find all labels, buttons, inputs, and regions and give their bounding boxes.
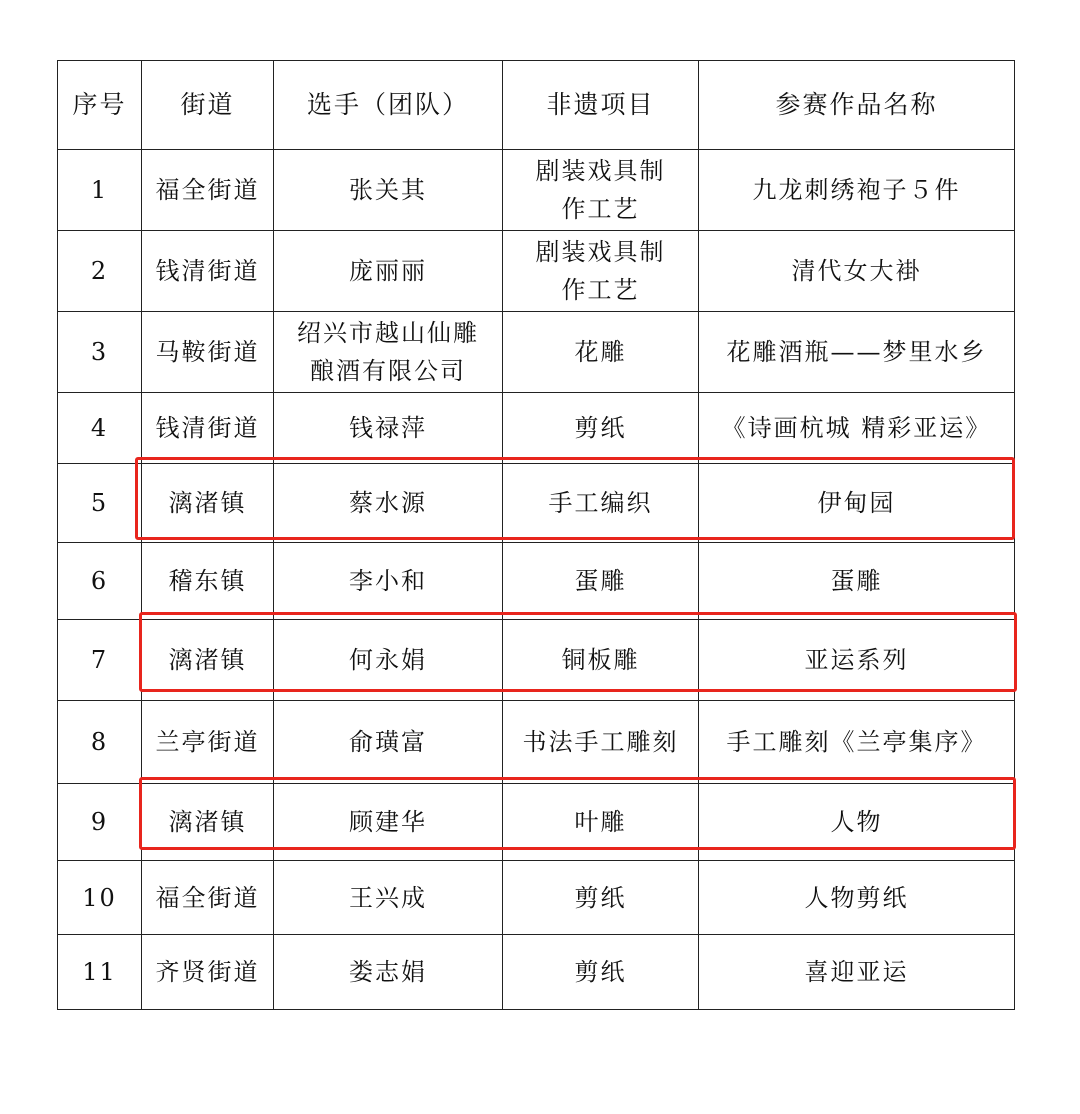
cell-work: 伊甸园	[699, 464, 1015, 543]
table-row	[58, 701, 1015, 784]
player-line: 庞丽丽	[349, 257, 427, 285]
cell-project	[503, 231, 699, 312]
table-row	[58, 150, 1015, 231]
header-player: 选手（团队）	[274, 61, 503, 150]
cell-work: 人物剪纸	[699, 861, 1015, 935]
project-line: 叶雕	[574, 808, 627, 836]
cell-player	[274, 784, 503, 861]
player-line: 顾建华	[349, 808, 427, 836]
table-row	[58, 393, 1015, 464]
player-line: 何永娟	[349, 646, 427, 674]
project-line: 书法手工雕刻	[522, 728, 679, 756]
project-line: 剪纸	[574, 414, 627, 442]
cell-no: 10	[58, 861, 142, 935]
cell-player	[274, 935, 503, 1010]
project-line: 铜板雕	[561, 646, 640, 674]
cell-player	[274, 543, 503, 620]
cell-street: 钱清街道	[142, 231, 274, 312]
cell-project	[503, 935, 699, 1010]
table-row	[58, 935, 1015, 1010]
cell-no: 7	[58, 620, 142, 701]
cell-project	[503, 861, 699, 935]
player-line: 张关其	[349, 176, 427, 204]
cell-player	[274, 464, 503, 543]
cell-work: 亚运系列	[699, 620, 1015, 701]
player-line: 娄志娟	[349, 958, 427, 986]
cell-player	[274, 393, 503, 464]
project-line: 剪纸	[574, 958, 627, 986]
cell-player	[274, 620, 503, 701]
cell-no: 3	[58, 312, 142, 393]
project-line: 手工编织	[548, 489, 653, 517]
cell-project	[503, 543, 699, 620]
cell-player	[274, 861, 503, 935]
cell-work: 手工雕刻《兰亭集序》	[699, 701, 1015, 784]
cell-project	[503, 784, 699, 861]
cell-street: 钱清街道	[142, 393, 274, 464]
cell-no: 11	[58, 935, 142, 1010]
header-project: 非遗项目	[503, 61, 699, 150]
cell-street: 兰亭街道	[142, 701, 274, 784]
cell-no: 5	[58, 464, 142, 543]
table-header-row	[58, 61, 1015, 150]
cell-street: 漓渚镇	[142, 464, 274, 543]
cell-project	[503, 393, 699, 464]
cell-work: 蛋雕	[699, 543, 1015, 620]
cell-work: 清代女大褂	[699, 231, 1015, 312]
header-work: 参赛作品名称	[699, 61, 1015, 150]
cell-project	[503, 701, 699, 784]
cell-no: 9	[58, 784, 142, 861]
cell-street: 福全街道	[142, 861, 274, 935]
project-line: 剧装戏具制	[535, 157, 666, 185]
cell-project	[503, 150, 699, 231]
project-line: 作工艺	[561, 195, 640, 223]
cell-project	[503, 464, 699, 543]
cell-project	[503, 312, 699, 393]
cell-street: 齐贤街道	[142, 935, 274, 1010]
table-row	[58, 784, 1015, 861]
player-line: 酿酒有限公司	[310, 357, 466, 385]
cell-player	[274, 701, 503, 784]
project-line: 剪纸	[574, 883, 627, 912]
cell-work: 花雕酒瓶——梦里水乡	[699, 312, 1015, 393]
cell-street: 马鞍街道	[142, 312, 274, 393]
header-no: 序号	[58, 61, 142, 150]
cell-player	[274, 150, 503, 231]
cell-no: 8	[58, 701, 142, 784]
table-row	[58, 231, 1015, 312]
cell-work: 喜迎亚运	[699, 935, 1015, 1010]
table-row	[58, 543, 1015, 620]
cell-no: 6	[58, 543, 142, 620]
cell-work: 《诗画杭城 精彩亚运》	[699, 393, 1015, 464]
player-line: 钱禄萍	[349, 414, 427, 442]
table-row	[58, 464, 1015, 543]
cell-no: 4	[58, 393, 142, 464]
header-street: 街道	[142, 61, 274, 150]
cell-street: 漓渚镇	[142, 620, 274, 701]
table-row	[58, 312, 1015, 393]
cell-player	[274, 312, 503, 393]
cell-no: 2	[58, 231, 142, 312]
cell-work: 人物	[699, 784, 1015, 861]
project-line: 花雕	[574, 338, 627, 366]
cell-street: 稽东镇	[142, 543, 274, 620]
cell-project	[503, 620, 699, 701]
cell-no: 1	[58, 150, 142, 231]
project-line: 蛋雕	[574, 567, 627, 595]
project-line: 作工艺	[561, 276, 640, 304]
cell-street: 福全街道	[142, 150, 274, 231]
table-row	[58, 620, 1015, 701]
player-line: 绍兴市越山仙雕	[297, 319, 479, 347]
player-line: 俞璜富	[349, 728, 427, 756]
cell-street: 漓渚镇	[142, 784, 274, 861]
player-line: 李小和	[349, 567, 427, 595]
table-row	[58, 861, 1015, 935]
contestant-table	[57, 60, 1015, 1010]
player-line: 蔡水源	[349, 489, 427, 517]
player-line: 王兴成	[349, 883, 427, 912]
cell-work: 九龙刺绣袍子５件	[699, 150, 1015, 231]
cell-player	[274, 231, 503, 312]
project-line: 剧装戏具制	[535, 238, 666, 266]
